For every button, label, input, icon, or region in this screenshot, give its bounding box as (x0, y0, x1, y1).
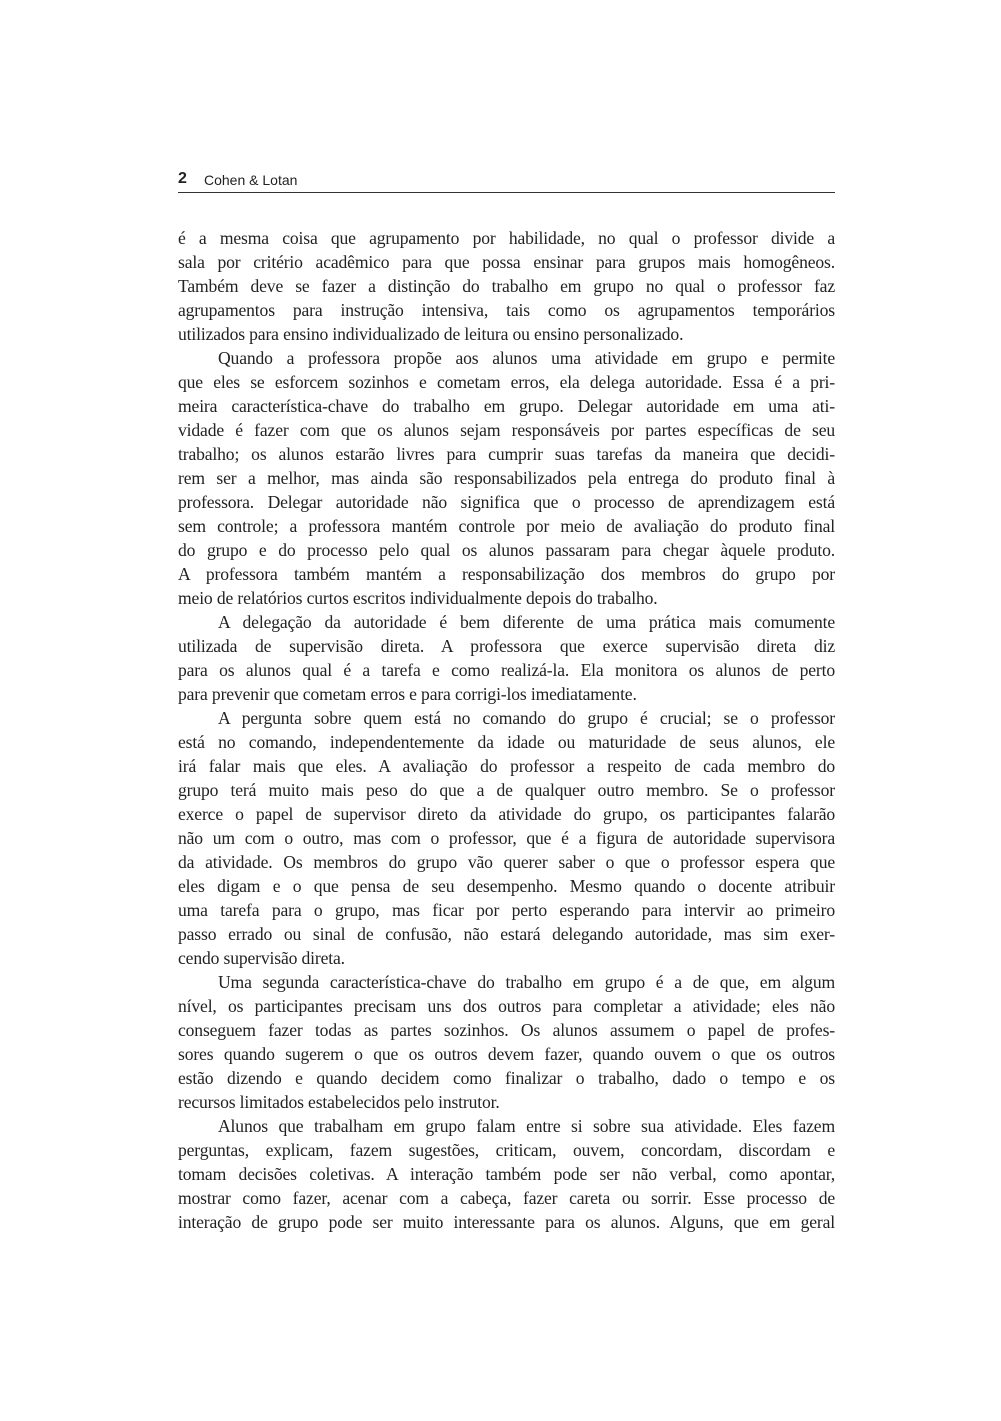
running-head-authors: Cohen & Lotan (204, 172, 298, 188)
paragraph (178, 706, 835, 970)
text-line: para prevenir que cometam erros e para corrigi-los imediatamente. (178, 684, 637, 704)
text-line: do grupo e do processo pelo qual os alunos passaram para chegar àquele produto. (178, 540, 835, 560)
text-line: sala por critério acadêmico para que possa ensinar para grupos mais homogêneos. (178, 252, 835, 272)
text-line: agrupamentos para instrução intensiva, tais como os agrupamentos temporários (178, 300, 835, 320)
text-line: que eles se esforcem sozinhos e cometam erros, ela delega autoridade. Essa é a pri- (178, 372, 835, 392)
text-line: meira característica-chave do trabalho em grupo. Delegar autoridade em uma ati- (178, 396, 835, 416)
text-line: nível, os participantes precisam uns dos outros para completar a atividade; eles não (178, 996, 835, 1016)
text-line: Também deve se fazer a distinção do trabalho em grupo no qual o professor faz (178, 276, 835, 296)
text-line: sem controle; a professora mantém controle por meio de avaliação do produto final (178, 516, 835, 536)
text-line: tomam decisões coletivas. A interação também pode ser não verbal, como apontar, (178, 1164, 835, 1184)
text-line: mostrar como fazer, acenar com a cabeça, fazer careta ou sorrir. Esse processo de (178, 1188, 835, 1208)
text-line: vidade é fazer com que os alunos sejam responsáveis por partes específicas de seu (178, 420, 835, 440)
text-line: passo errado ou sinal de confusão, não estará delegando autoridade, mas sim exer- (178, 924, 835, 944)
text-line: A professora também mantém a responsabilização dos membros do grupo por (178, 564, 835, 584)
paragraph (178, 346, 835, 610)
paragraph (178, 226, 835, 346)
text-line: trabalho; os alunos estarão livres para cumprir suas tarefas da maneira que decidi- (178, 444, 835, 464)
text-line: é a mesma coisa que agrupamento por habilidade, no qual o professor divide a (178, 228, 835, 248)
text-line: irá falar mais que eles. A avaliação do professor a respeito de cada membro do (178, 756, 835, 776)
text-line: Quando a professora propõe aos alunos uma atividade em grupo e permite (218, 348, 835, 368)
text-line: utilizados para ensino individualizado de leitura ou ensino personalizado. (178, 324, 684, 344)
text-line: interação de grupo pode ser muito interessante para os alunos. Alguns, que em geral (178, 1212, 835, 1232)
text-line: exerce o papel de supervisor direto da atividade do grupo, os participantes falarão (178, 804, 835, 824)
paragraph (178, 970, 835, 1114)
text-line: recursos limitados estabelecidos pelo instrutor. (178, 1092, 500, 1112)
text-line: A delegação da autoridade é bem diferente de uma prática mais comumente (218, 612, 835, 632)
text-line: rem ser a melhor, mas ainda são responsabilizados pela entrega do produto final à (178, 468, 835, 488)
text-line: para os alunos qual é a tarefa e como realizá-la. Ela monitora os alunos de perto (178, 660, 835, 680)
text-line: grupo terá muito mais peso do que a de qualquer outro membro. Se o professor (178, 780, 835, 800)
text-line: professora. Delegar autoridade não significa que o processo de aprendizagem está (178, 492, 835, 512)
text-line: meio de relatórios curtos escritos individualmente depois do trabalho. (178, 588, 658, 608)
paragraph (178, 610, 835, 706)
body-text (178, 226, 835, 1234)
text-line: conseguem fazer todas as partes sozinhos. Os alunos assumem o papel de profes- (178, 1020, 835, 1040)
text-line: está no comando, independentemente da idade ou maturidade de seus alunos, ele (178, 732, 835, 752)
text-line: da atividade. Os membros do grupo vão querer saber o que o professor espera que (178, 852, 835, 872)
text-line: utilizada de supervisão direta. A professora que exerce supervisão direta diz (178, 636, 835, 656)
text-line: perguntas, explicam, fazem sugestões, criticam, ouvem, concordam, discordam e (178, 1140, 835, 1160)
text-line: A pergunta sobre quem está no comando do grupo é crucial; se o professor (218, 708, 835, 728)
text-line: eles digam e o que pensa de seu desempenho. Mesmo quando o docente atribuir (178, 876, 835, 896)
text-line: Uma segunda característica-chave do trabalho em grupo é a de que, em algum (218, 972, 835, 992)
text-line: Alunos que trabalham em grupo falam entre si sobre sua atividade. Eles fazem (218, 1116, 835, 1136)
text-line: estão dizendo e quando decidem como finalizar o trabalho, dado o tempo e os (178, 1068, 835, 1088)
text-line: cendo supervisão direta. (178, 948, 345, 968)
text-line: não um com o outro, mas com o professor, que é a figura de autoridade supervisora (178, 828, 835, 848)
text-line: sores quando sugerem o que os outros devem fazer, quando ouvem o que os outros (178, 1044, 835, 1064)
text-line: uma tarefa para o grupo, mas ficar por perto esperando para intervir ao primeiro (178, 900, 835, 920)
paragraph (178, 1114, 835, 1234)
page-number: 2 (178, 170, 187, 187)
running-head (178, 170, 835, 193)
